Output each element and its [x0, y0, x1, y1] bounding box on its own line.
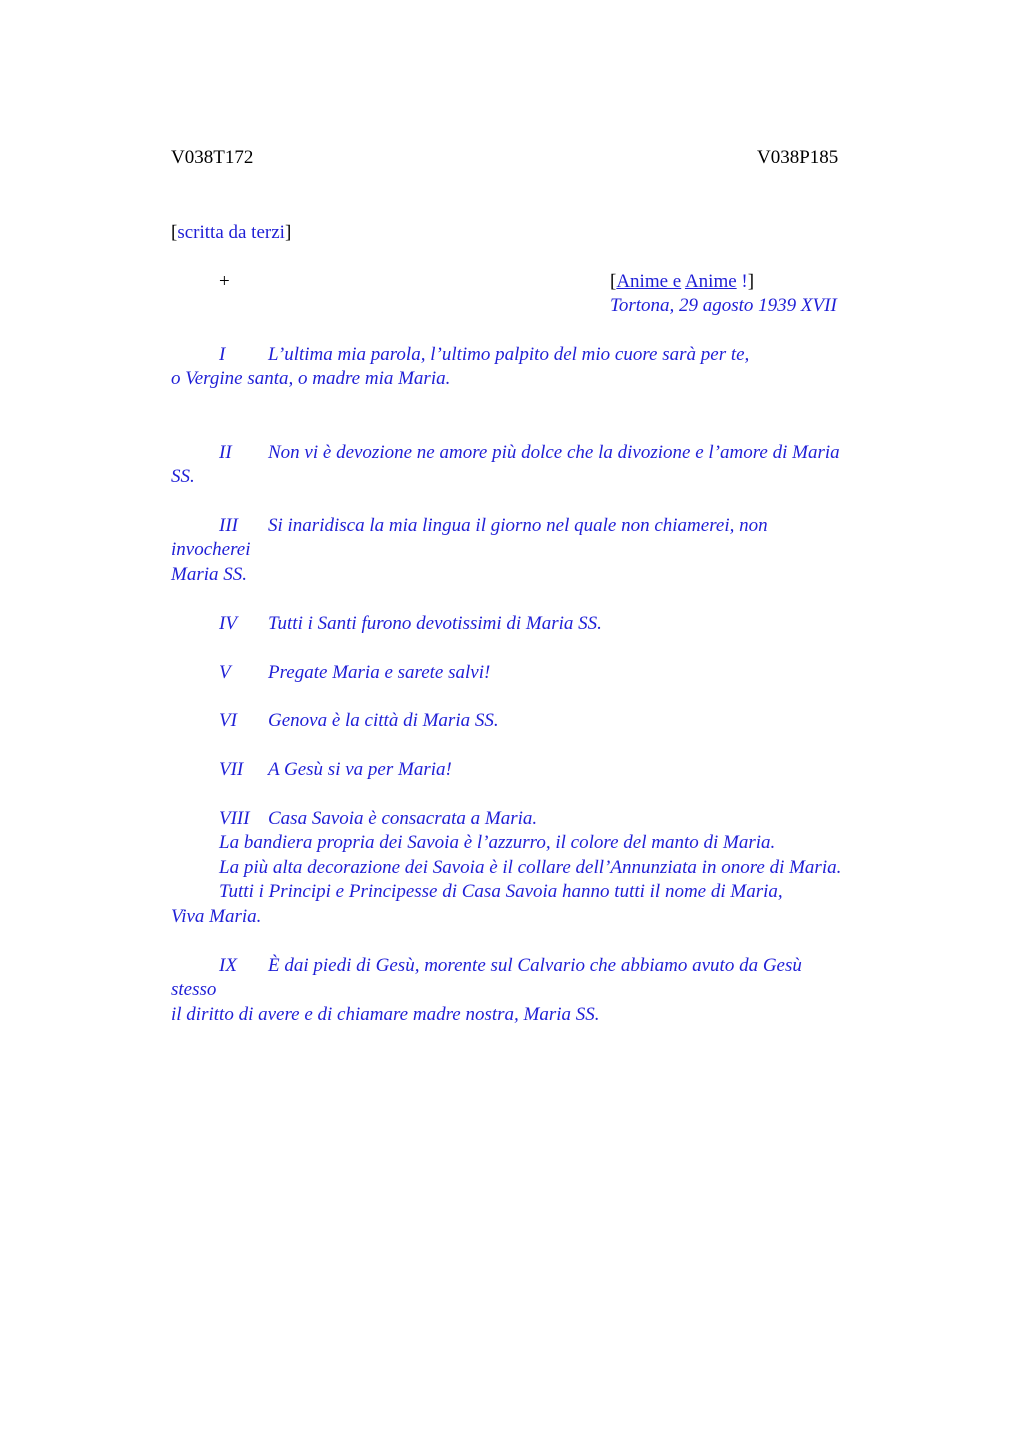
section-ix-text: È dai piedi di Gesù, morente sul Calvario che abbiamo avuto da Gesù	[268, 955, 802, 976]
section-ix-line-3: il diritto di avere e di chiamare madre nostra, Maria SS.	[171, 1004, 600, 1025]
section-ix-line-2: stesso	[171, 979, 217, 1000]
section-i-line-1	[219, 343, 749, 367]
section-vi-text: Genova è la città di Maria SS.	[268, 710, 499, 731]
section-iv-line-1	[219, 612, 602, 636]
dateline: Tortona, 29 agosto 1939 XVII	[610, 295, 837, 316]
section-viii-line-5: Viva Maria.	[171, 906, 262, 927]
title-link-anime[interactable]: Anime	[684, 271, 737, 292]
section-ix-number: IX	[219, 955, 237, 976]
section-i-text: L’ultima mia parola, l’ultimo palpito del mio cuore sarà per te,	[268, 344, 750, 365]
note-text: scritta da terzi	[177, 222, 285, 243]
section-vi-number: VI	[219, 710, 237, 731]
section-v-line-1	[219, 661, 490, 685]
section-viii-line-1	[219, 807, 537, 831]
section-vii-text: A Gesù si va per Maria!	[268, 759, 452, 780]
section-ix-line-1	[219, 954, 802, 978]
section-viii-text: Casa Savoia è consacrata a Maria.	[268, 808, 538, 829]
editorial-note	[171, 221, 291, 245]
section-vi-line-1	[219, 709, 499, 733]
section-ii-line-1	[219, 441, 840, 465]
section-i-line-2: o Vergine santa, o madre mia Maria.	[171, 368, 451, 389]
section-iii-line-1	[219, 514, 768, 538]
section-ii-text: Non vi è devozione ne amore più dolce che la divozione e l’amore di Maria	[268, 442, 840, 463]
section-ii-number: II	[219, 442, 232, 463]
section-ii-line-2: SS.	[171, 466, 195, 487]
header-left-code: V038T172	[171, 147, 254, 168]
note-open-bracket: [	[171, 222, 178, 243]
section-vii-line-1	[219, 758, 452, 782]
section-iii-line-2: invocherei	[171, 539, 251, 560]
note-close-bracket: ]	[284, 222, 292, 243]
section-viii-number: VIII	[219, 808, 250, 829]
section-v-number: V	[219, 662, 231, 683]
section-i-number: I	[219, 344, 226, 365]
title-exclaim: !	[741, 271, 748, 292]
section-viii-line-3: La più alta decorazione dei Savoia è il collare dell’Annunziata in onore di Maria.	[219, 857, 842, 878]
section-iv-text: Tutti i Santi furono devotissimi di Maria SS.	[268, 613, 602, 634]
section-v-text: Pregate Maria e sarete salvi!	[268, 662, 491, 683]
title-close-bracket: ]	[747, 271, 755, 292]
section-iv-number: IV	[219, 613, 237, 634]
document-title	[610, 270, 754, 294]
header-right-code: V038P185	[757, 147, 839, 168]
cross-mark: +	[219, 271, 230, 292]
section-viii-line-4: Tutti i Principi e Principesse di Casa Savoia hanno tutti il nome di Maria,	[219, 881, 783, 902]
title-link-anime-e[interactable]: Anime e	[616, 271, 682, 292]
section-viii-line-2: La bandiera propria dei Savoia è l’azzurro, il colore del manto di Maria.	[219, 832, 776, 853]
section-iii-text: Si inaridisca la mia lingua il giorno nel quale non chiamerei, non	[268, 515, 768, 536]
title-open-bracket: [	[610, 271, 617, 292]
section-vii-number: VII	[219, 759, 244, 780]
section-iii-line-3: Maria SS.	[171, 564, 247, 585]
section-iii-number: III	[219, 515, 238, 536]
